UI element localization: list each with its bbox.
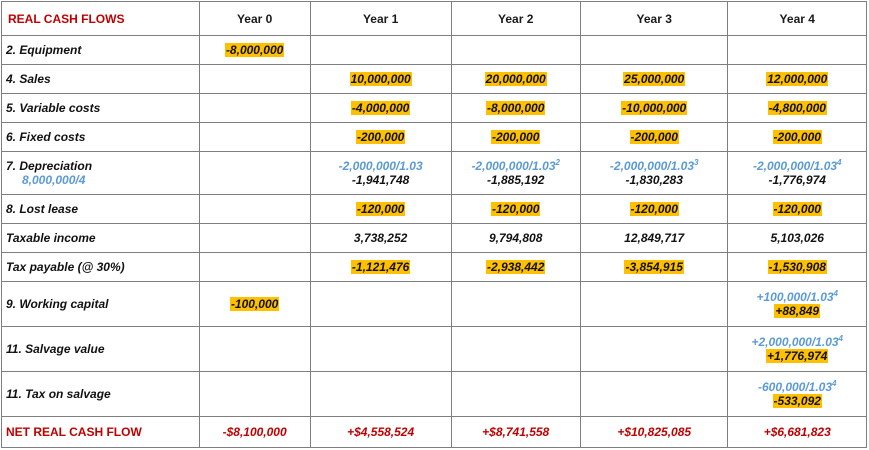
highlighted-value: -120,000: [356, 202, 405, 216]
cell-y3: [580, 36, 728, 65]
cell-y4: [728, 372, 867, 417]
row-label: 9. Working capital: [2, 282, 200, 327]
formula: -2,000,000/1.03$^2$: [471, 158, 560, 173]
row-label: 5. Variable costs: [2, 94, 200, 123]
highlighted-value: 25,000,000: [624, 72, 685, 86]
row-depreciation: [2, 152, 867, 195]
row-label: 4. Sales: [2, 65, 200, 94]
cell-y4: [728, 327, 867, 372]
formula: $+2,000,000/1.03^4$: [751, 334, 843, 349]
header-row: [2, 2, 867, 36]
row-label: 8. Lost lease: [2, 195, 200, 224]
cell-y0: [199, 94, 310, 123]
value: -1,941,748: [351, 173, 410, 187]
cell-y2: 9,794,808: [451, 224, 580, 253]
exponent: 4: [833, 289, 838, 298]
cell-y0: [199, 123, 310, 152]
cell-y2: [451, 65, 580, 94]
header-year-0: Year 0: [199, 2, 310, 36]
cell-y1: [310, 65, 451, 94]
row-label: 11. Salvage value: [2, 327, 200, 372]
formula: -2,000,000/1.03$^4$: [752, 158, 842, 173]
highlighted-value: -200,000: [773, 130, 821, 144]
cell-y2: [451, 327, 580, 372]
row-tax-payable: [2, 253, 867, 282]
highlighted-value: -100,000: [230, 297, 279, 311]
highlighted-value: -120,000: [773, 202, 821, 216]
row-label: [2, 152, 200, 195]
formula: -2,000,000/1.03: [338, 159, 423, 173]
cell-y4: [728, 94, 867, 123]
row-label: 6. Fixed costs: [2, 123, 200, 152]
cell-y3: 12,849,717: [580, 224, 728, 253]
row-label: 2. Equipment: [2, 36, 200, 65]
cell-y3: +$10,825,085: [580, 417, 728, 448]
highlighted-value: -533,092: [773, 394, 821, 408]
highlighted-value: -200,000: [630, 130, 678, 144]
table-title: REAL CASH FLOWS: [2, 2, 200, 36]
row-working-capital: [2, 282, 867, 327]
cell-y0: [199, 224, 310, 253]
highlighted-value: -120,000: [630, 202, 678, 216]
cell-y4: [728, 195, 867, 224]
cell-y2: [451, 282, 580, 327]
cell-y3: [580, 152, 728, 195]
cell-y1: [310, 372, 451, 417]
row-sales: [2, 65, 867, 94]
value: [728, 394, 866, 408]
highlighted-value: +88,849: [775, 304, 820, 318]
cell-y4: 5,103,026: [728, 224, 867, 253]
cell-y0: -$8,100,000: [199, 417, 310, 448]
cell-y3: [580, 94, 728, 123]
real-cash-flows-table: [1, 1, 867, 448]
cell-y0: [199, 253, 310, 282]
formula: $+100,000/1.03^4$: [756, 289, 838, 304]
formula: -600,000/1.03$^4$: [757, 379, 837, 394]
cell-y4: +$6,681,823: [728, 417, 867, 448]
exponent: 4: [838, 334, 843, 343]
header-year-2: Year 2: [451, 2, 580, 36]
cell-y0: [199, 65, 310, 94]
exponent: 3: [694, 158, 699, 167]
row-fixed-costs: [2, 123, 867, 152]
cell-y1: 3,738,252: [310, 224, 451, 253]
cell-y3: [580, 123, 728, 152]
cell-y4: [728, 36, 867, 65]
cell-y1: [310, 123, 451, 152]
header-year-1: Year 1: [310, 2, 451, 36]
depreciation-sublabel: 8,000,000/4: [22, 173, 86, 187]
row-variable-costs: [2, 94, 867, 123]
exponent: 4: [837, 158, 842, 167]
cell-y1: [310, 195, 451, 224]
cell-y1: [310, 94, 451, 123]
cash-flow-table-container: [1, 1, 867, 448]
exponent: 2: [555, 158, 560, 167]
value: -1,885,192: [487, 173, 545, 187]
cell-y2: [451, 195, 580, 224]
highlighted-value: -3,854,915: [625, 260, 683, 274]
cell-y2: [451, 94, 580, 123]
cell-y3: [580, 65, 728, 94]
header-year-3: Year 3: [580, 2, 728, 36]
row-lost-lease: [2, 195, 867, 224]
cell-y0: [199, 152, 310, 195]
highlighted-value: -4,800,000: [768, 101, 826, 115]
cell-y3: [580, 327, 728, 372]
cell-y2: [451, 152, 580, 195]
cell-y3: [580, 195, 728, 224]
highlighted-value: -200,000: [356, 130, 405, 144]
highlighted-value: 12,000,000: [767, 72, 828, 86]
cell-y2: [451, 36, 580, 65]
highlighted-value: +1,776,974: [767, 349, 828, 363]
row-label: 11. Tax on salvage: [2, 372, 200, 417]
highlighted-value: -2,938,442: [487, 260, 545, 274]
cell-y0: [199, 195, 310, 224]
highlighted-value: 20,000,000: [485, 72, 546, 86]
cell-y0: [199, 36, 310, 65]
cell-y4: [728, 152, 867, 195]
cell-y3: [580, 253, 728, 282]
cell-y1: [310, 36, 451, 65]
value: -1,776,974: [768, 173, 826, 187]
row-salvage-value: [2, 327, 867, 372]
cell-y4: [728, 65, 867, 94]
cell-y1: +$4,558,524: [310, 417, 451, 448]
cell-y0: [199, 327, 310, 372]
row-equipment: [2, 36, 867, 65]
row-label: NET REAL CASH FLOW: [2, 417, 200, 448]
cell-y0: [199, 372, 310, 417]
highlighted-value: -4,000,000: [351, 101, 410, 115]
row-label: Taxable income: [2, 224, 200, 253]
depreciation-label: 7. Depreciation: [6, 159, 93, 173]
highlighted-value: -120,000: [492, 202, 540, 216]
cell-y4: [728, 282, 867, 327]
highlighted-value: -10,000,000: [622, 101, 687, 115]
cell-y1: [310, 253, 451, 282]
cell-y0: [199, 282, 310, 327]
cell-y4: [728, 123, 867, 152]
row-tax-on-salvage: [2, 372, 867, 417]
cell-y2: [451, 372, 580, 417]
formula: -2,000,000/1.03$^3$: [609, 158, 699, 173]
value: -1,830,283: [625, 173, 683, 187]
row-net-real-cash-flow: [2, 417, 867, 448]
row-taxable-income: [2, 224, 867, 253]
value: [728, 304, 866, 318]
highlighted-value: -1,121,476: [351, 260, 410, 274]
cell-y1: [310, 282, 451, 327]
highlighted-value: -200,000: [492, 130, 540, 144]
cell-y1: [310, 327, 451, 372]
cell-y3: [580, 372, 728, 417]
cell-y2: [451, 123, 580, 152]
highlighted-value: -8,000,000: [225, 43, 284, 57]
value: [728, 349, 866, 363]
cell-y2: +$8,741,558: [451, 417, 580, 448]
highlighted-value: -8,000,000: [487, 101, 545, 115]
exponent: 4: [832, 379, 837, 388]
row-label: Tax payable (@ 30%): [2, 253, 200, 282]
cell-y4: [728, 253, 867, 282]
highlighted-value: 10,000,000: [350, 72, 411, 86]
cell-y3: [580, 282, 728, 327]
highlighted-value: -1,530,908: [768, 260, 826, 274]
cell-y2: [451, 253, 580, 282]
header-year-4: Year 4: [728, 2, 867, 36]
cell-y1: [310, 152, 451, 195]
